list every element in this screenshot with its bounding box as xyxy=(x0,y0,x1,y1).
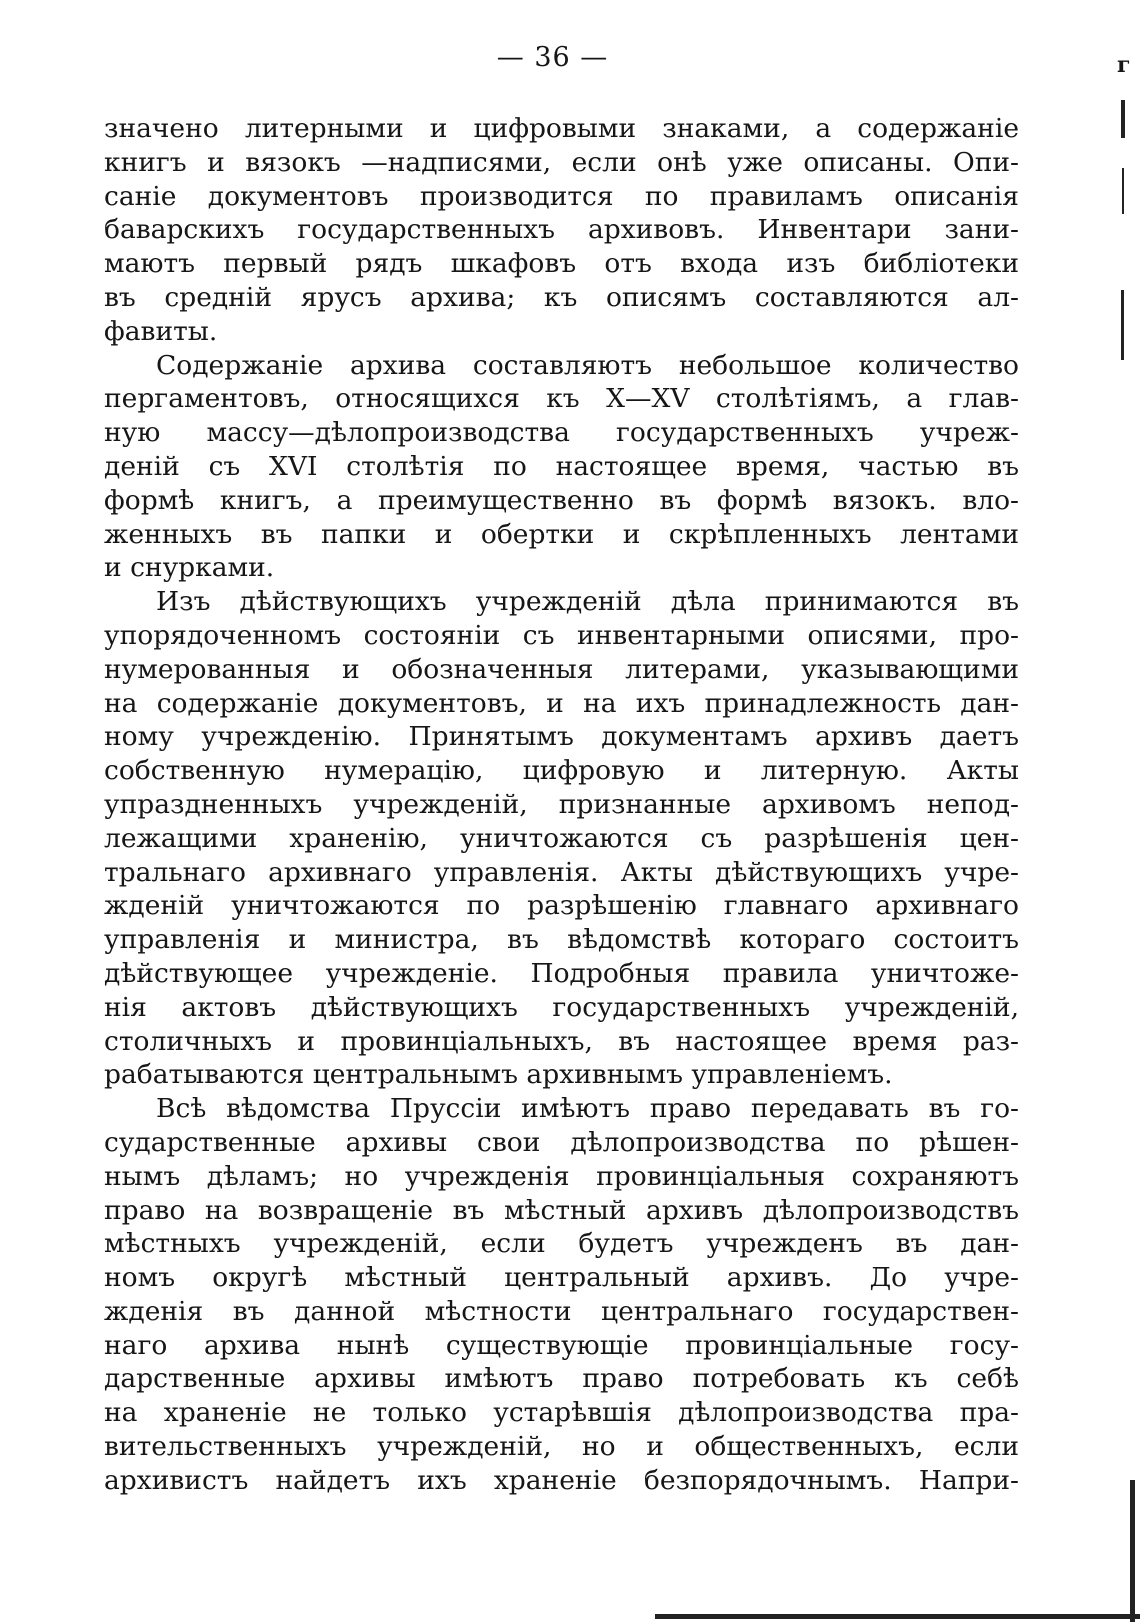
scan-edge-mark xyxy=(1121,100,1125,138)
text-line: дарственные архивы имѣютъ право потребовать къ себѣ xyxy=(104,1363,1019,1395)
scan-edge-mark xyxy=(1122,168,1124,214)
scan-edge-mark xyxy=(1121,290,1124,360)
text-line: Изъ дѣйствующихъ учрежденій дѣла принимаются въ xyxy=(156,586,1019,618)
text-line: нымъ дѣламъ; но учрежденія провинціальныя сохраняютъ xyxy=(104,1160,1019,1192)
text-line: столичныхъ и провинціальныхъ, въ настоящее время раз- xyxy=(104,1025,1019,1057)
text-line: саніе документовъ производится по правиламъ описанія xyxy=(104,180,1019,212)
text-line: ному учрежденію. Принятымъ документамъ архивъ даетъ xyxy=(104,721,1019,753)
text-line: сударственные архивы свои дѣлопроизводства по рѣшен- xyxy=(104,1126,1019,1158)
text-line: собственную нумерацію, цифровую и литерную. Акты xyxy=(104,755,1019,787)
text-line: деній съ XVI столѣтія по настоящее время, частью въ xyxy=(104,450,1019,482)
text-line: нумерованныя и обозначенныя литерами, указывающими xyxy=(104,653,1019,685)
text-line: пергаментовъ, относящихся къ X—XV столѣтіямъ, а глав- xyxy=(104,383,1019,415)
text-line: дѣйствующее учрежденіе. Подробныя правила уничтоже- xyxy=(104,957,1019,989)
text-line: жденій уничтожаются по разрѣшенію главнаго архивнаго xyxy=(104,890,1019,922)
text-line: ную массу—дѣлопроизводства государственныхъ учреж- xyxy=(104,417,1019,449)
text-line: формѣ книгъ, а преимущественно въ формѣ вязокъ. вло- xyxy=(104,484,1019,516)
text-line: тральнаго архивнаго управленія. Акты дѣйствующихъ учре- xyxy=(104,856,1019,888)
scan-edge-mark xyxy=(1130,1480,1135,1622)
text-line: упраздненныхъ учрежденій, признанные архивомъ непод- xyxy=(104,788,1019,820)
text-line: упорядоченномъ состояніи съ инвентарными описями, про- xyxy=(104,619,1019,651)
corner-mark: г xyxy=(1117,52,1131,78)
text-line: архивистъ найдетъ ихъ храненіе безпорядочнымъ. Напри- xyxy=(104,1464,1019,1496)
text-line: маютъ первый рядъ шкафовъ отъ входа изъ библіотеки xyxy=(104,248,1019,280)
text-line: значено литерными и цифровыми знаками, а содержаніе xyxy=(104,113,1019,144)
text-line: управленія и министра, въ вѣдомствѣ котораго состоитъ xyxy=(104,924,1019,956)
text-line: на храненіе не только устарѣвшія дѣлопроизводства пра- xyxy=(104,1397,1019,1429)
text-line: женныхъ въ папки и обертки и скрѣпленныхъ лентами xyxy=(104,518,1019,550)
text-line: Всѣ вѣдомства Пруссіи имѣютъ право передавать въ го- xyxy=(156,1093,1019,1125)
text-line: нія актовъ дѣйствующихъ государственныхъ учрежденій, xyxy=(104,991,1019,1023)
text-line: мѣстныхъ учрежденій, если будетъ учрежденъ въ дан- xyxy=(104,1228,1019,1260)
text-line: право на возвращеніе въ мѣстный архивъ дѣлопроизводствъ xyxy=(104,1194,1019,1226)
text-line: книгъ и вязокъ —надписями, если онѣ уже описаны. Опи- xyxy=(104,146,1019,178)
text-line: номъ округѣ мѣстный центральный архивъ. До учре- xyxy=(104,1262,1019,1294)
text-line: жденія въ данной мѣстности центральнаго государствен- xyxy=(104,1295,1019,1327)
body-text xyxy=(104,112,1019,1498)
text-line: на содержаніе документовъ, и на ихъ принадлежность дан- xyxy=(104,687,1019,719)
text-line: лежащими храненію, уничтожаются съ разрѣшенія цен- xyxy=(104,822,1019,854)
text-line: Содержаніе архива составляютъ небольшое количество xyxy=(156,349,1019,381)
page-number: — 36 — xyxy=(496,42,609,73)
scan-edge-mark xyxy=(655,1614,1140,1619)
text-line: и снурками. xyxy=(104,552,275,584)
text-line: баварскихъ государственныхъ архивовъ. Инвентари зани- xyxy=(104,214,1019,246)
text-line: фавиты. xyxy=(104,315,218,347)
text-line: рабатываются центральнымъ архивнымъ управленіемъ. xyxy=(104,1059,893,1091)
text-line: въ средній ярусъ архива; къ описямъ составляются ал- xyxy=(104,281,1019,313)
text-line: вительственныхъ учрежденій, но и общественныхъ, если xyxy=(104,1431,1019,1463)
text-line: наго архива нынѣ существующіе провинціальные госу- xyxy=(104,1329,1019,1361)
